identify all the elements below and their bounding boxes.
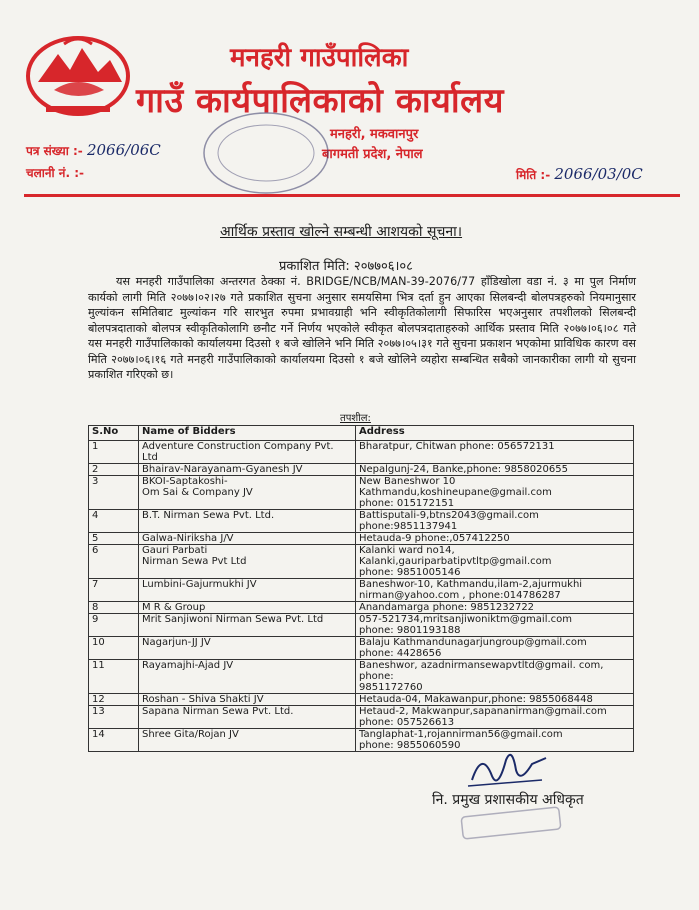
- address-line-1: मनहरी, मकवानपुर: [330, 127, 419, 142]
- table-row: [89, 510, 634, 533]
- cell-bidder-name: Sapana Nirman Sewa Pvt. Ltd.: [139, 706, 356, 729]
- table-row: [89, 614, 634, 637]
- cell-bidder-name: Lumbini-Gajurmukhi JV: [139, 579, 356, 602]
- cell-sno: 7: [89, 579, 139, 602]
- table-row: [89, 660, 634, 694]
- cell-address: Battisputali-9,btns2043@gmail.com phone:9851137941: [356, 510, 634, 533]
- notice-heading: आर्थिक प्रस्ताव खोल्ने सम्बन्धी आशयको सूचना।: [220, 224, 463, 240]
- cell-sno: 6: [89, 545, 139, 579]
- cell-sno: 14: [89, 729, 139, 752]
- handwritten-signature: [462, 740, 552, 796]
- cell-sno: 3: [89, 476, 139, 510]
- office-stamp-icon: [196, 108, 336, 198]
- cell-address: Hetauda-9 phone:,057412250: [356, 533, 634, 545]
- cell-bidder-name: M R & Group: [139, 602, 356, 614]
- cell-bidder-name: Mrit Sanjiwoni Nirman Sewa Pvt. Ltd: [139, 614, 356, 637]
- cell-address: Anandamarga phone: 9851232722: [356, 602, 634, 614]
- details-label: तपशील:: [340, 413, 371, 424]
- table-row: [89, 706, 634, 729]
- bidders-table: [88, 425, 634, 752]
- cell-address: Tanglaphat-1,rojannirman56@gmail.com phone: 9855060590: [356, 729, 634, 752]
- table-row: [89, 637, 634, 660]
- designation-stamp-icon: [456, 806, 566, 840]
- cell-bidder-name: Bhairav-Narayanam-Gyanesh JV: [139, 464, 356, 476]
- cell-address: Hetauda-04, Makawanpur,phone: 9855068448: [356, 694, 634, 706]
- cell-address: Nepalgunj-24, Banke,phone: 9858020655: [356, 464, 634, 476]
- cell-address: New Baneshwor 10 Kathmandu,koshineupane@gmail.com phone: 015172151: [356, 476, 634, 510]
- cell-sno: 9: [89, 614, 139, 637]
- cell-bidder-name: Galwa-Niriksha J/V: [139, 533, 356, 545]
- published-date: प्रकाशित मिति: २०७७०६।०८: [279, 259, 413, 274]
- nepal-emblem-icon: [24, 30, 132, 118]
- letter-date: [516, 165, 643, 183]
- cell-bidder-name: B.T. Nirman Sewa Pvt. Ltd.: [139, 510, 356, 533]
- cell-bidder-name: Gauri Parbati Nirman Sewa Pvt Ltd: [139, 545, 356, 579]
- cell-bidder-name: Rayamajhi-Ajad JV: [139, 660, 356, 694]
- table-row: [89, 533, 634, 545]
- table-header-row: [89, 426, 634, 441]
- cell-address: Baneshwor-10, Kathmandu,ilam-2,ajurmukhi nirman@yahoo.com , phone:014786287: [356, 579, 634, 602]
- cell-address: 057-521734,mritsanjiwoniktm@gmail.com phone: 9801193188: [356, 614, 634, 637]
- reference-number: [26, 141, 161, 159]
- header-divider: [24, 194, 680, 197]
- table-row: [89, 476, 634, 510]
- cell-bidder-name: BKOI-Saptakoshi- Om Sai & Company JV: [139, 476, 356, 510]
- table-row: [89, 545, 634, 579]
- officer-designation: नि. प्रमुख प्रशासकीय अधिकृत: [432, 792, 584, 808]
- cell-sno: 5: [89, 533, 139, 545]
- cell-address: Hetaud-2, Makwanpur,sapananirman@gmail.com phone: 057526613: [356, 706, 634, 729]
- table-row: [89, 441, 634, 464]
- table-row: [89, 464, 634, 476]
- office-name: गाउँ कार्यपालिकाको कार्यालय: [136, 81, 504, 121]
- cell-bidder-name: Roshan - Shiva Shakti JV: [139, 694, 356, 706]
- header-address: Address: [356, 426, 634, 441]
- municipality-name: मनहरी गाउँपालिका: [230, 43, 409, 73]
- reference-number-label: पत्र संख्या :-: [26, 144, 83, 158]
- cell-sno: 8: [89, 602, 139, 614]
- reference-number-value: 2066/06C: [86, 141, 161, 159]
- cell-address: Kalanki ward no14, Kalanki,gauriparbatipvtltp@gmail.com phone: 9851005146: [356, 545, 634, 579]
- cell-address: Bharatpur, Chitwan phone: 056572131: [356, 441, 634, 464]
- cell-sno: 2: [89, 464, 139, 476]
- table-row: [89, 602, 634, 614]
- letter-date-value: 2066/03/0C: [554, 165, 643, 183]
- dispatch-number-label: चलानी नं. :-: [26, 166, 84, 180]
- header-name: Name of Bidders: [139, 426, 356, 441]
- table-row: [89, 579, 634, 602]
- cell-address: Baneshwor, azadnirmansewapvtltd@gmail. com, phone: 9851172760: [356, 660, 634, 694]
- cell-sno: 4: [89, 510, 139, 533]
- cell-sno: 1: [89, 441, 139, 464]
- cell-sno: 12: [89, 694, 139, 706]
- table-row: [89, 694, 634, 706]
- cell-address: Balaju Kathmandunagarjungroup@gmail.com phone: 4428656: [356, 637, 634, 660]
- cell-bidder-name: Shree Gita/Rojan JV: [139, 729, 356, 752]
- header-sno: S.No: [89, 426, 139, 441]
- cell-sno: 10: [89, 637, 139, 660]
- cell-sno: 13: [89, 706, 139, 729]
- address-line-2: बागमती प्रदेश, नेपाल: [322, 147, 423, 162]
- cell-bidder-name: Nagarjun-JJ JV: [139, 637, 356, 660]
- cell-sno: 11: [89, 660, 139, 694]
- letter-date-label: मिति :-: [516, 168, 551, 182]
- cell-bidder-name: Adventure Construction Company Pvt. Ltd: [139, 441, 356, 464]
- notice-body: यस मनहरी गाउँपालिका अन्तरगत ठेक्का नं. BRIDGE/NCB/MAN-39-2076/77 हाँडिखोला वडा नं. ३ मा पुल निर्माण कार्यको लागी मिति २०७७।०२।२७ गते प्रकाशित सुचना अनुसार समयसिमा भित्र दर्ता हुन आएका सिलबन्दी बोलपत्रहरुको नियमानुसार मुल्यांकन समितिबाट मुल्यांकन गरि सारभुत रुपमा प्रभावग्राही भनि स्वीकृतिकोलागी सिफारिस भएअनुसार तपशीलको सिलबन्दी बोलपत्रदाताको बोलपत्र स्वीकृतिकोलागि छनौट गर्ने निर्णय भएकोले स्वीकृत बोलपत्रदाताहरुको आर्थिक प्रस्ताव मिति २०७७।०६।०८ गते यस मनहरी गाउँपालिकाको कार्यालयमा दिउसो १ बजे खोलिने भनि मिति २०७७।०५।३१ गते सुचना प्रकाशन भएकोमा प्राविधिक कारण वस मिति २०७७।०६।१६ गते मनहरी गाउँपालिकाको कार्यालयमा दिउसो १ बजे खोलिने व्यहोरा सम्बन्धित सबैको जानकारीका लागी यो सुचना प्रकाशित गरिएको छ।: [88, 275, 636, 381]
